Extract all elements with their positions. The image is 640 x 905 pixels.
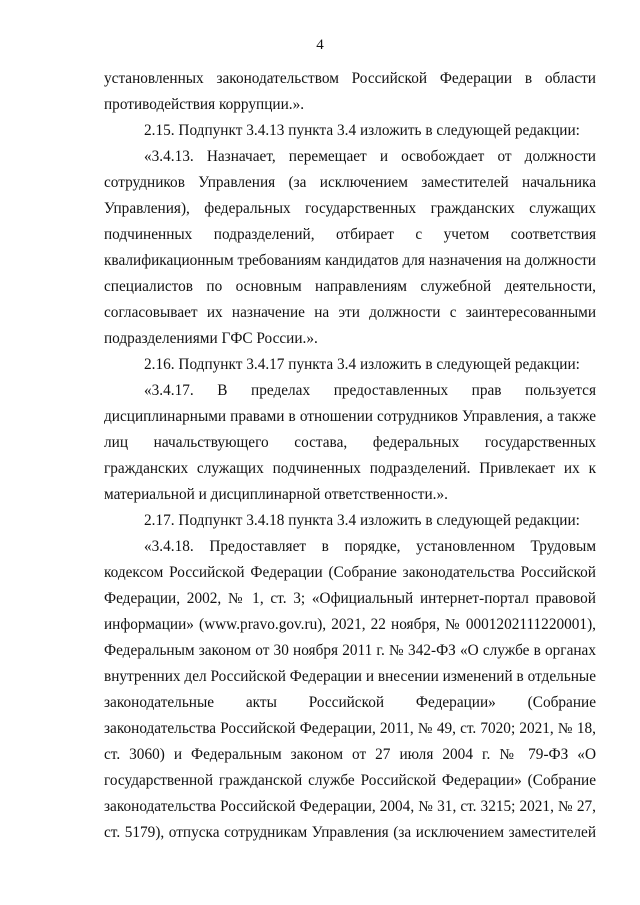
paragraph-6: 2.17. Подпункт 3.4.18 пункта 3.4 изложить в следующей редакции: — [144, 512, 580, 529]
paragraph-2: 2.15. Подпункт 3.4.13 пункта 3.4 изложить в следующей редакции: — [144, 122, 580, 139]
paragraph-1: установленных законодательством Российской Федерации в области противодействия коррупции.». — [104, 70, 596, 113]
paragraph-4: 2.16. Подпункт 3.4.17 пункта 3.4 изложить в следующей редакции: — [144, 356, 580, 373]
paragraph-3: «3.4.13. Назначает, перемещает и освобождает от должности сотрудников Управления (за исключением заместителей начальника Управления), федеральных государственных гражданских служащих подчиненных подразделений, отбирает с учетом соответствия квалификационным требованиям кандидатов для назначения на должности специалистов по основным направлениям служебной деятельности, согласовывает их назначение на эти должности с заинтересованными подразделениями ГФС России.». — [104, 148, 596, 347]
page-number: 4 — [316, 37, 324, 53]
paragraph-7: «3.4.18. Предоставляет в порядке, установленном Трудовым кодексом Российской Федерации (Собрание законодательства Российской Федерации, 2002, № 1, ст. 3; «Официальный интернет-портал правовой информации» (www.pravo.gov.ru), 2021, 22 ноября, № 0001202111220001), Федеральным законом от 30 ноября 2011 г. № 342-ФЗ «О службе в органах внутренних дел Российской Федерации и внесении изменений в отдельные законодательные акты Российской Федерации» (Собрание законодательства Российской Федерации, 2011, № 49, ст. 7020; 2021, № 18, ст. 3060) и Федеральным законом от 27 июля 2004 г. № 79-ФЗ «О государственной гражданской службе Российской Федерации» (Собрание законодательства Российской Федерации, 2004, № 31, ст. 3215; 2021, № 27, ст. 5179), отпуска сотрудникам Управления (за исключением заместителей — [104, 538, 596, 841]
document-body — [104, 66, 596, 846]
paragraph-5: «3.4.17. В пределах предоставленных прав пользуется дисциплинарными правами в отношении сотрудников Управления, а также лиц начальствующего состава, федеральных государственных гражданских служащих подчиненных подразделений. Привлекает их к материальной и дисциплинарной ответственности.». — [104, 382, 596, 503]
